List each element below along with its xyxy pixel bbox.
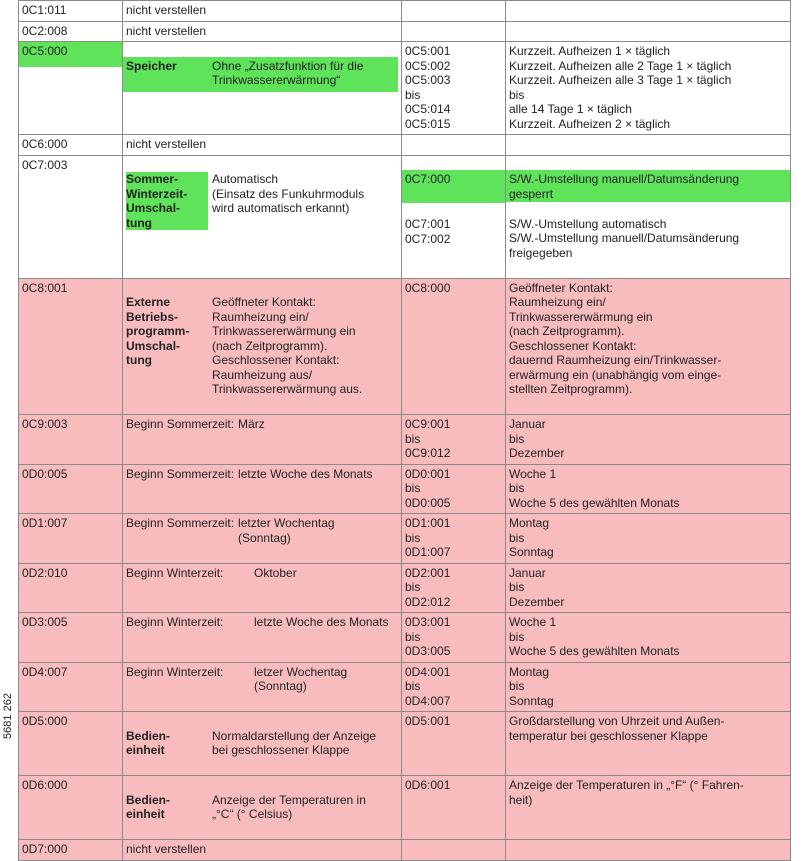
alt-code-cell: 0C5:001 0C5:002 0C5:003 bis 0C5:014 0C5:015 [402,42,506,135]
function-label: Sommer- Winterzeit- Umschal- tung [126,172,208,230]
code-cell: 0D4:007 [19,662,123,712]
code-cell: 0D2:010 [19,563,123,613]
document-side-code: 5681 262 [2,693,14,739]
code-cell: 0D1:007 [19,514,123,564]
setting-cell [123,415,402,465]
code-cell [19,42,123,135]
code-cell: 0D0:005 [19,464,123,514]
function-cell [123,42,402,135]
table-row [19,1,791,22]
table-row [19,135,791,156]
table-row [19,42,791,135]
alt-desc-cell: Kurzzeit. Aufheizen 1 × täglich Kurzzeit. Aufheizen alle 2 Tage 1 × täglich Kurzzeit. Aufheizen alle 3 Tage 1 × täglich bis alle 14 Tage 1 × täglich Kurzzeit. Aufheizen 2 × täglich [506,42,791,135]
text-cell: nicht verstellen [123,135,402,156]
setting-value: März [238,417,265,431]
table-row [19,662,791,712]
table-row [19,415,791,465]
text-cell: nicht verstellen [123,1,402,22]
code-cell: 0C1:011 [19,1,123,22]
code-cell: 0D6:000 [19,776,123,840]
alt-desc: S/W.-Umstellung automatisch S/W.-Umstellung manuell/Datumsänderung freigegeben [509,216,740,260]
highlight-alt-desc: S/W.-Umstellung manuell/Datumsänderung gesperrt [506,170,790,202]
alt-desc-cell: Anzeige der Temperaturen in „°F“ (° Fahren- heit) [506,776,791,840]
table-row [19,464,791,514]
setting-value: letzer Wochentag (Sonntag) [254,664,348,693]
alt-code-cell [402,135,506,156]
alt-desc-cell: Montag bis Sonntag [506,514,791,564]
alt-desc-cell [506,21,791,42]
table-row [19,712,791,776]
setting-cell [123,662,402,712]
setting-key: Beginn Winterzeit: [126,565,224,580]
alt-code-cell: 0D4:001 bis 0D4:007 [402,662,506,712]
function-desc: Geöffneter Kontakt: Raumheizung ein/ Trinkwassererwärmung ein (nach Zeitprogramm). Geschlossener Kontakt: Raumheizung aus/ Trinkwassererwärmung aus. [212,295,363,396]
table-row [19,278,791,415]
table-row [19,21,791,42]
code-cell: 0C7:003 [19,155,123,278]
alt-code-cell [402,155,506,278]
alt-desc-cell: Geöffneter Kontakt: Raumheizung ein/ Trinkwassererwärmung ein (nach Zeitprogramm). Geschlossener Kontakt: dauernd Raumheizung ein/Trinkwasser- erwärmung ein (unabhängig vom einge- stellten Zeitprogramm). [506,278,791,415]
alt-desc-cell [506,135,791,156]
function-desc: Ohne „Zusatzfunktion für die Trinkwassererwärmung“ [212,58,364,87]
setting-value: letzte Woche des Monats [254,615,389,629]
alt-code-cell: 0D2:001 bis 0D2:012 [402,563,506,613]
code-cell: 0C2:008 [19,21,123,42]
alt-code-cell: 0C9:001 bis 0C9:012 [402,415,506,465]
alt-desc-cell [506,1,791,22]
function-label: Speicher [126,58,177,73]
alt-code-cell: 0D5:001 [402,712,506,776]
code-cell: 0D3:005 [19,613,123,663]
function-desc: Automatisch (Einsatz des Funkuhrmoduls wird automatisch erkannt) [212,172,365,215]
highlight-alt-code: 0C7:000 [402,170,505,203]
table-row [19,776,791,840]
function-cell [123,712,402,776]
alt-desc-cell: Woche 1 bis Woche 5 des gewählten Monats [506,464,791,514]
table-row [19,613,791,663]
alt-code-cell [402,1,506,22]
setting-key: Beginn Winterzeit: [126,664,224,679]
function-cell [123,278,402,415]
alt-code-cell: 0D6:001 [402,776,506,840]
alt-code-cell: 0C8:000 [402,278,506,415]
highlight-code: 0C5:000 [19,42,122,67]
function-desc: Anzeige der Temperaturen in „°C“ (° Celsius) [212,792,366,821]
setting-key: Beginn Sommerzeit: [126,516,235,530]
function-label: Bedien- einheit [126,792,171,821]
alt-desc-cell: Montag bis Sonntag [506,662,791,712]
code-cell: 0D5:000 [19,712,123,776]
alt-code-cell [402,21,506,42]
alt-desc-cell: Großdarstellung von Uhrzeit und Außen- temperatur bei geschlossener Klappe [506,712,791,776]
coding-table [18,0,791,861]
code-cell: 0C9:003 [19,415,123,465]
alt-desc-cell: Januar bis Dezember [506,563,791,613]
setting-value: letzter Wochentag (Sonntag) [238,516,335,545]
code-cell: 0C8:001 [19,278,123,415]
alt-code-cell: 0D1:001 bis 0D1:007 [402,514,506,564]
setting-cell [123,613,402,663]
setting-cell [123,514,402,564]
setting-cell [123,464,402,514]
table-row [19,155,791,278]
table-row [19,563,791,613]
setting-key: Beginn Winterzeit: [126,615,224,629]
setting-value: Oktober [254,565,297,580]
setting-value: letzte Woche des Monats [238,466,373,481]
function-label: Externe Betriebs- programm- Umschal- tung [126,295,190,367]
table-row [19,840,791,861]
alt-desc-cell: Januar bis Dezember [506,415,791,465]
function-label: Bedien- einheit [126,728,171,757]
alt-desc-cell [506,155,791,278]
setting-key: Beginn Sommerzeit: [126,466,235,481]
text-cell: nicht verstellen [123,21,402,42]
alt-code-cell: 0D3:001 bis 0D3:005 [402,613,506,663]
alt-code-cell [402,840,506,861]
alt-codes: 0C7:001 0C7:002 [405,217,451,246]
function-cell [123,776,402,840]
function-cell [123,155,402,278]
code-cell: 0C6:000 [19,135,123,156]
function-desc: Normaldarstellung der Anzeige bei geschlossener Klappe [212,728,377,757]
highlight-function [123,57,398,92]
alt-code-cell: 0D0:001 bis 0D0:005 [402,464,506,514]
text-cell: nicht verstellen [123,840,402,861]
setting-cell [123,563,402,613]
setting-key: Beginn Sommerzeit: [126,417,235,431]
alt-desc-cell: Woche 1 bis Woche 5 des gewählten Monats [506,613,791,663]
alt-desc-cell [506,840,791,861]
code-cell: 0D7:000 [19,840,123,861]
table-row [19,514,791,564]
